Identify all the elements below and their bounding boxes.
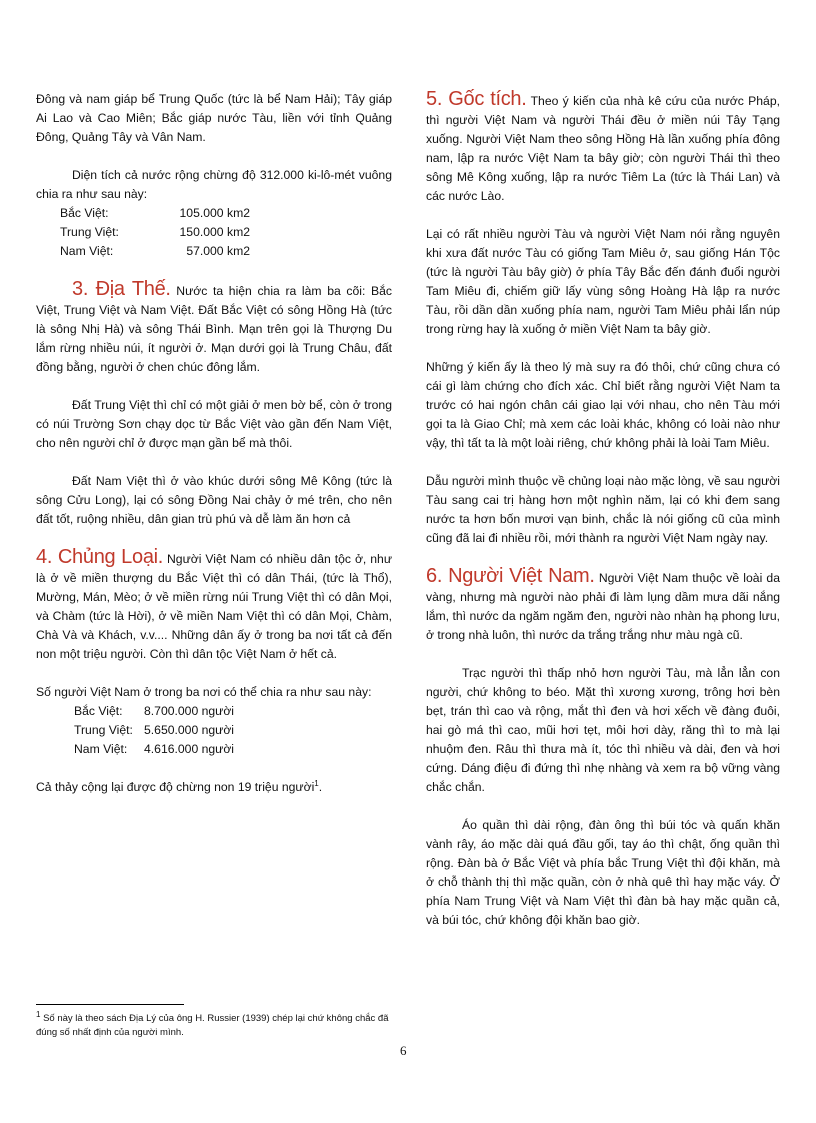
section-4: 4. Chủng Loại. Người Việt Nam có nhiều dân tộc ở, như là ở về miền thượng du Bắc Việt thì có dân Thái, (tức là Thổ), Mường, Mán, Mèo; ở về miền rừng núi Trung Việt thì có dân Mọi, và Chàm (tức là Hời), ở về miền Nam Việt thì có dân Mọi, Chàm, Chà Và và Khách, v.v.... Những dân ấy ở trong ba nơi tất cả đến non một triệu người. Còn thì dân tộc Việt Nam ở hết cả. [36, 546, 392, 661]
population-row: Nam Việt: 4.616.000 người [74, 742, 235, 756]
paragraph-tam-mieu: Lại có rất nhiều người Tàu và người Việt Nam nói rằng nguyên khi xưa đất nước Tàu có giống Tam Miêu ở, sau giống Hán Tộc (tức là người Tàu bây giờ) ở phía Tây Bắc đến đánh đuổi người Tam Miêu đi, chiếm giữ lấy vùng sông Hoàng Hà lập ra nước Tàu, rồi dần dần xuống phía nam, người Tam Miêu phải lẩn núp trong rừng hay là xuống ở miền Việt Nam ta bây giờ. [426, 227, 780, 336]
area-table [60, 204, 392, 261]
section-heading: 3. Địa Thế. [72, 278, 171, 300]
section-3: 3. Địa Thế. Nước ta hiện chia ra làm ba cõi: Bắc Việt, Trung Việt và Nam Việt. Đất Bắc Việt có sông Hồng Hà (tức là sông Nhị Hà) và sông Thái Bình. Mạn trên gọi là Thượng Du lắm rừng nhiều núi, ít người ở. Mạn dưới gọi là Trung Châu, đất đồng bằng, người ở chen chúc đông lắm. [36, 278, 392, 374]
page-number: 6 [400, 1043, 407, 1058]
population-row: Bắc Việt: 8.700.000 người [74, 704, 235, 718]
left-column [36, 90, 392, 797]
area-row: Nam Việt: 57.000 km2 [60, 244, 250, 258]
paragraph-borders: Đông và nam giáp bể Trung Quốc (tức là bể Nam Hải); Tây giáp Ai Lao và Cao Miên; Bắc giáp nước Tàu, liền với tỉnh Quảng Đông, Quảng Tây và Vân Nam. [36, 92, 392, 144]
paragraph-population-intro: Số người Việt Nam ở trong ba nơi có thể chia ra như sau này: [36, 685, 372, 699]
paragraph-trung-viet: Đất Trung Việt thì chỉ có một giải ở men bờ bể, còn ở trong có núi Trường Sơn chạy dọc từ Bắc Việt vào gần đến Nam Việt, cho nên người chỉ ở được mạn gần bể mà thôi. [36, 398, 392, 450]
footnote-divider [36, 1004, 184, 1005]
paragraph-total: Cả thảy cộng lại được độ chừng non 19 triệu người$^1$. [36, 778, 323, 794]
right-column [426, 90, 780, 930]
paragraph-mixing: Dẫu người mình thuộc về chủng loại nào mặc lòng, về sau người Tàu sang cai trị hàng hơn một nghìn năm, lại có khi đem sang nước ta hơn bốn mươi vạn binh, chắc là nói giống cũ của mình cũng đã lai đi nhiều rồi, mới thành ra người Việt Nam ngày nay. [426, 474, 780, 545]
section-heading: 4. Chủng Loại. [36, 546, 164, 568]
section-6: 6. Người Việt Nam. Người Việt Nam thuộc về loài da vàng, nhưng mà người nào phải đi làm lụng dầm mưa dãi nắng lắm, thì nước da ngăm ngăm đen, người nào nhàn hạ phong lưu, ở trong nhà luôn, thì nước da trắng trắng như màu ngà cũ. [426, 565, 780, 642]
paragraph-clothing: Áo quần thì dài rộng, đàn ông thì búi tóc và quấn khăn vành rây, áo mặc dài quá đầu gối, tay áo thì chật, ống quần thì rộng. Đàn bà ở Bắc Việt và phía bắc Trung Việt thì đội khăn, mà ở chỗ thành thị thì mặc quần, còn ở nhà quê thì hay mặc váy. Ở phía Nam Trung Việt và Nam Việt thì đàn bà hay mặc quần cả, và búi tóc, chứ không đội khăn bao giờ. [426, 818, 780, 927]
footnote-mark: 1 [36, 1009, 41, 1019]
section-5: 5. Gốc tích. Theo ý kiến của nhà kê cứu của nước Pháp, thì người Việt Nam và người Thái đều ở miền núi Tây Tạng xuống. Người Việt Nam theo sông Hồng Hà lần xuống phía đông nam, lập ra nước Việt Nam ta bây giờ; còn người Thái thì theo sông Mê Kông xuống, lập ra nước Tiêm La (tức là Thái Lan) và các nước Lào. [426, 88, 781, 203]
population-row: Trung Việt: 5.650.000 người [74, 723, 235, 737]
area-row: Trung Việt: 150.000 km2 [60, 225, 250, 239]
paragraph-giao-chi: Những ý kiến ấy là theo lý mà suy ra đó thôi, chứ cũng chưa có cái gì làm chứng cho đích xác. Chỉ biết rằng người Việt Nam ta trước có hai ngón chân cái giao lại với nhau, cho nên Tàu mới gọi ta là Giao Chỉ; mà xem các loài khác, không có loài nào như vậy, thì tất ta là một loài riêng, chứ không phải là loài Tam Miêu. [426, 360, 780, 450]
population-table [74, 702, 392, 759]
paragraph-area-intro: Diện tích cả nước rộng chừng độ 312.000 ki-lô-mét vuông chia ra như sau này: [36, 168, 392, 201]
footnote: $^1$ Số này là theo sách Địa Lý của ông H. Russier (1939) chép lại chứ không chắc đã đúng số nhất định của người mình. [36, 1009, 389, 1038]
paragraph-nam-viet: Đất Nam Việt thì ở vào khúc dưới sông Mê Kông (tức là sông Cửu Long), lại có sông Đồng Nai chảy ở mé trên, cho nên đất tốt, ruộng nhiều, dân gian trù phú và dễ làm ăn hơn cả [36, 474, 392, 526]
section-heading: 5. Gốc tích. [426, 88, 527, 110]
section-heading: 6. Người Việt Nam. [426, 565, 595, 587]
footnote-ref[interactable]: 1 [314, 778, 319, 788]
area-row: Bắc Việt: 105.000 km2 [60, 206, 250, 220]
paragraph-appearance: Trạc người thì thấp nhỏ hơn người Tàu, mà lẳn lẳn con người, chứ không to béo. Mặt thì xương xương, trông hơi bèn bẹt, trán thì cao và rộng, mắt thì đen và hơi xếch về đàng đuôi, hai gò má thì cao, mũi hơi tẹt, môi hơi dày, răng thì to mà lại nhuộm đen. Râu thì thưa mà ít, tóc thì nhiều và dài, đen và hơi cứng. Dáng điệu đi đứng thì nhẹ nhàng và xem ra bộ vững vàng chắc chắn. [426, 666, 780, 794]
